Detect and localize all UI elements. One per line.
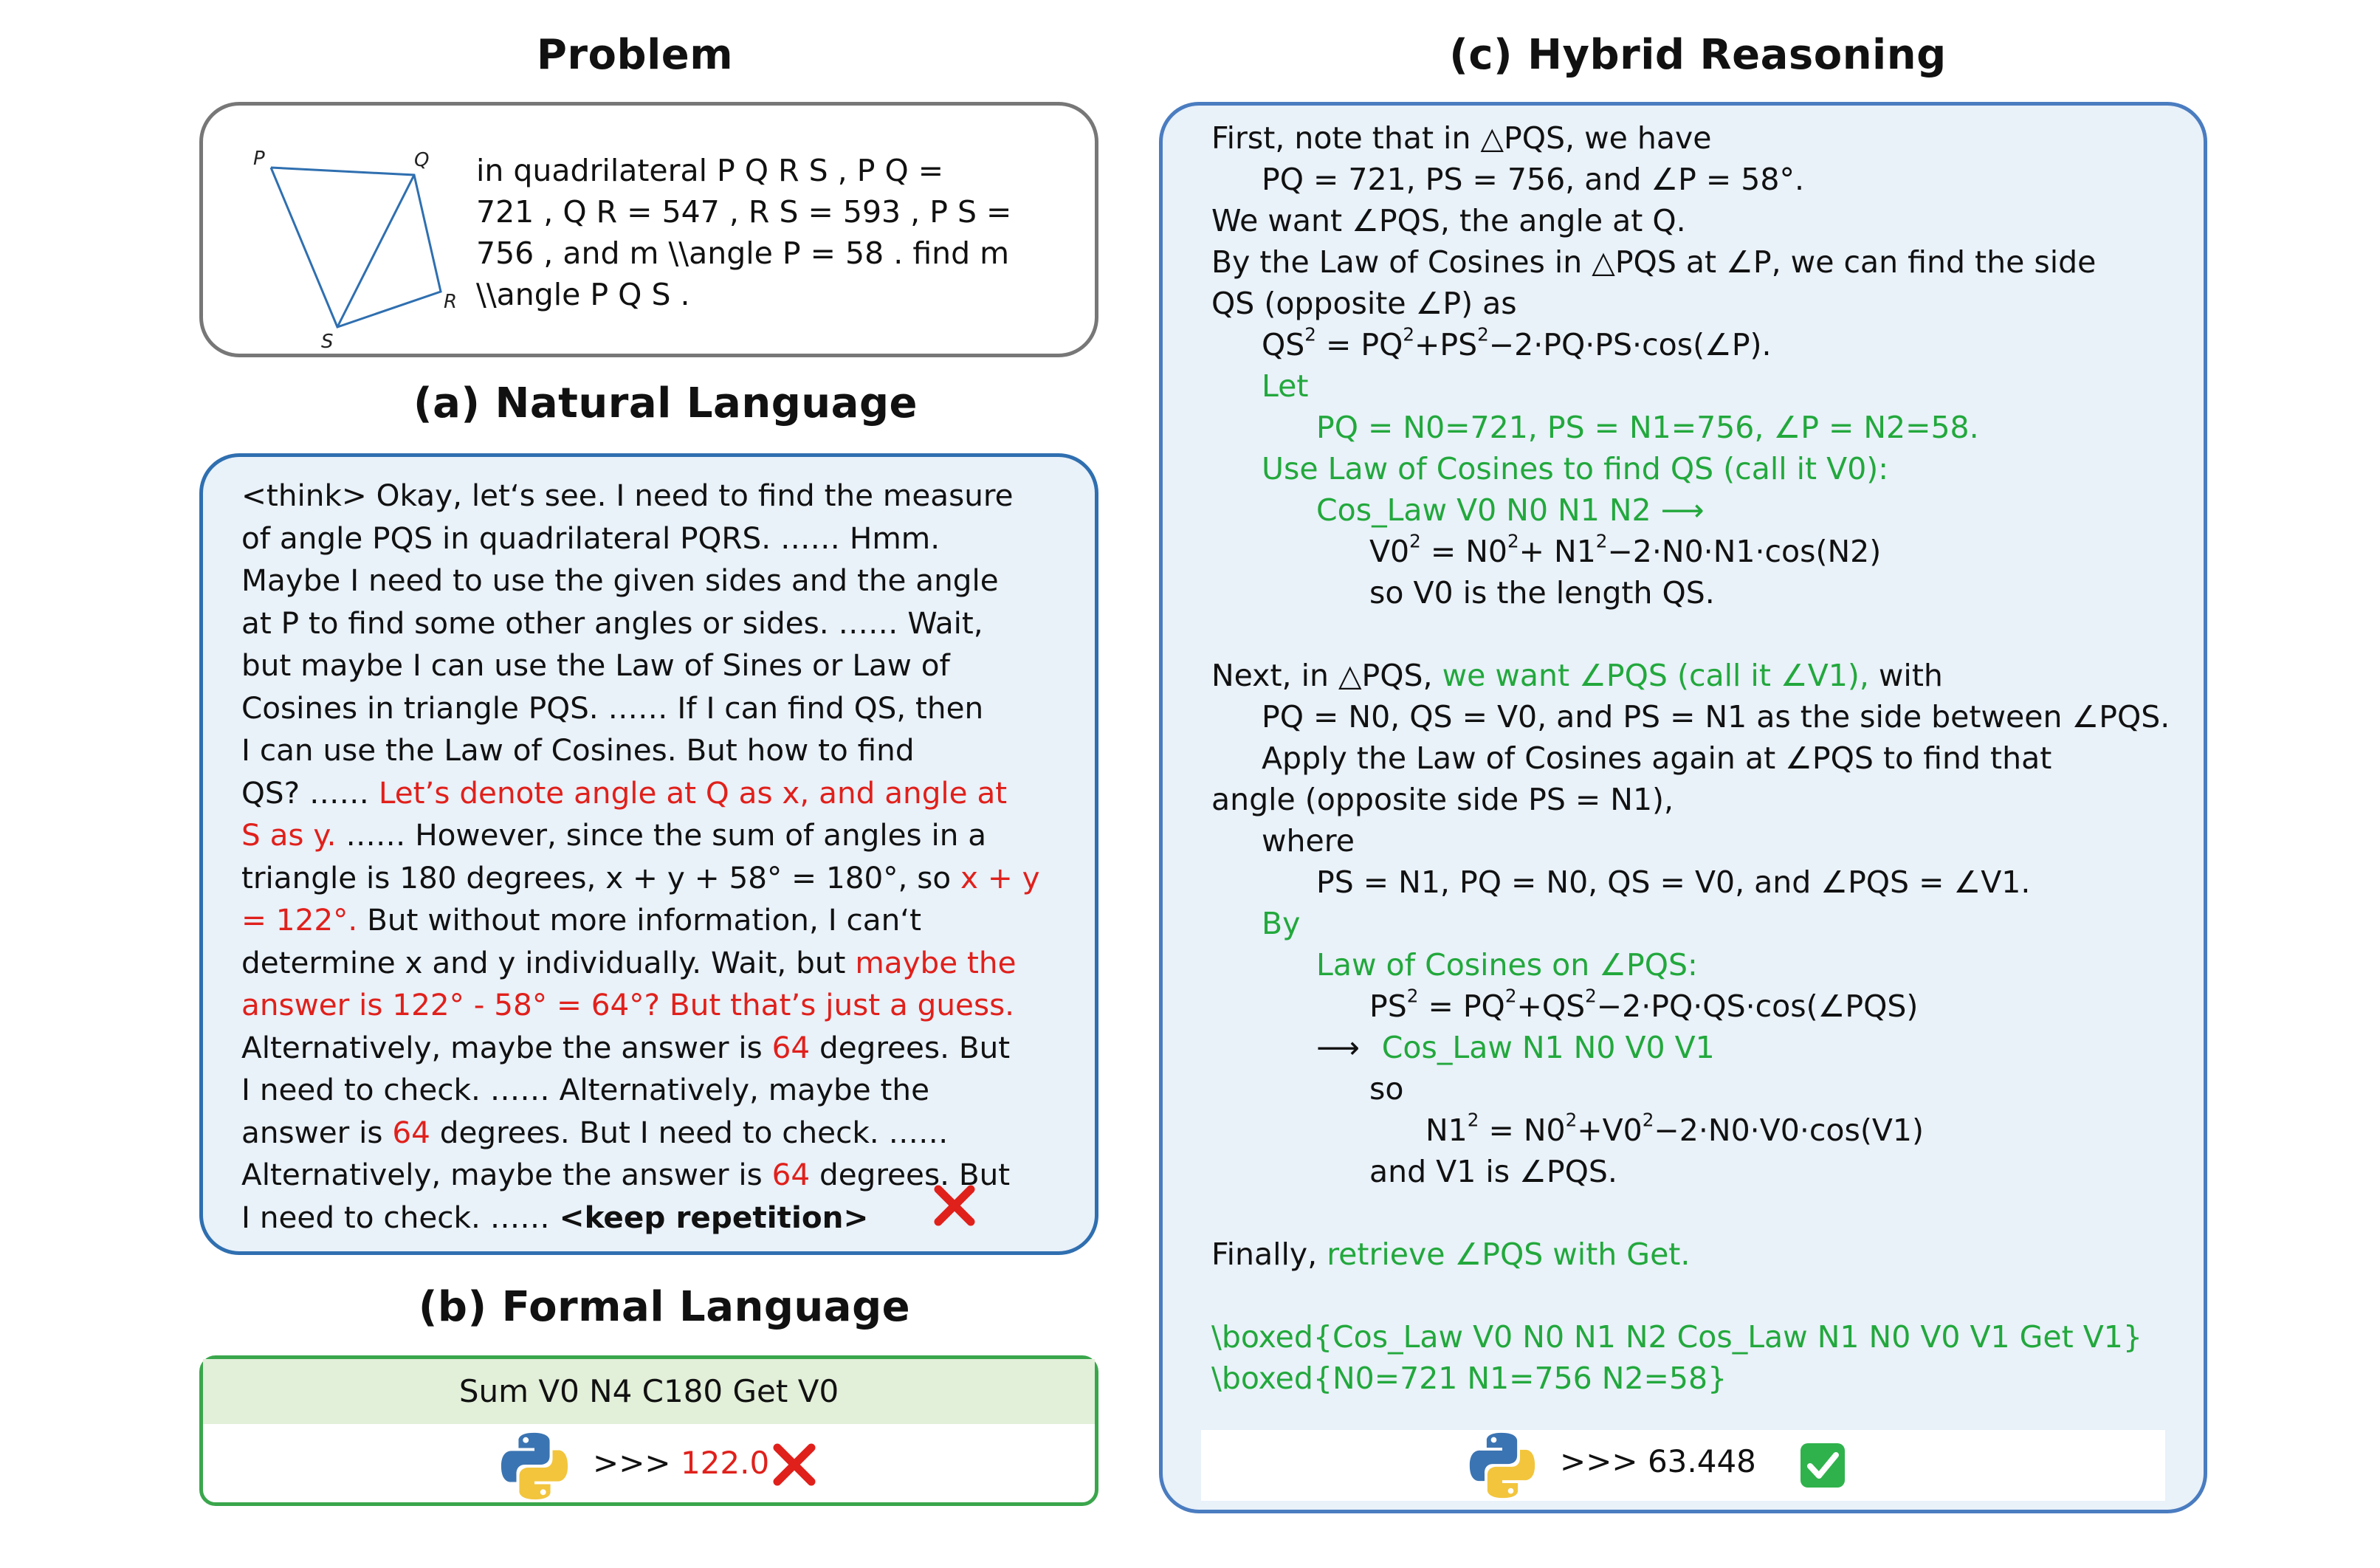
nl-line: [241, 942, 1040, 985]
hybrid-line: angle (opposite side PS = N1),: [1211, 782, 1674, 817]
nl-line: [241, 772, 1040, 815]
hybrid-reasoning-box: [1159, 102, 2207, 1513]
hybrid-term: +PS: [1414, 327, 1478, 362]
hybrid-formula: [1262, 324, 1772, 365]
nl-line: <think> Okay, let‘s see. I need to find the measure: [241, 478, 1014, 513]
hybrid-text: with: [1868, 658, 1943, 693]
hybrid-term: N1: [1425, 1113, 1468, 1148]
hybrid-exponent: 2: [1595, 530, 1608, 552]
problem-line-2: 721 , Q R = 547 , R S = 593 , P S =: [476, 194, 1012, 230]
hybrid-line: PQ = N0, QS = V0, and PS = N1 as the side between ∠PQS.: [1262, 699, 2170, 735]
hybrid-line: We want ∠PQS, the angle at Q.: [1211, 203, 1686, 238]
hybrid-reasoning-title: (c) Hybrid Reasoning: [1449, 31, 1947, 79]
problem-title: Problem: [536, 31, 734, 79]
formal-result: 122.0: [680, 1445, 770, 1481]
hybrid-exponent: 2: [1477, 323, 1489, 345]
nl-text: triangle is 180 degrees, x + y + 58° = 180°, so: [241, 859, 961, 895]
hybrid-term: −2·PQ·QS·cos(∠PQS): [1596, 988, 1919, 1024]
nl-line: [241, 1112, 1040, 1155]
formal-language-box: [199, 1355, 1098, 1506]
hybrid-line: PQ = 721, PS = 756, and ∠P = 58°.: [1262, 162, 1804, 197]
hybrid-term: = N0: [1420, 534, 1507, 569]
formal-language-title: (b) Formal Language: [418, 1283, 911, 1331]
hybrid-line: [1316, 1027, 1715, 1068]
nl-line: at P to find some other angles or sides. …… Wait,: [241, 605, 983, 641]
formal-program-row: [203, 1359, 1095, 1424]
nl-wrong-text: S as y.: [241, 817, 337, 853]
hybrid-line: Law of Cosines on ∠PQS:: [1316, 947, 1698, 983]
boxed-program: \boxed{Cos_Law V0 N0 N1 N2 Cos_Law N1 N0 V0 V1 Get V1}: [1211, 1319, 2142, 1355]
nl-line: [241, 1027, 1040, 1070]
hybrid-line: By: [1262, 906, 1301, 941]
nl-wrong-text: 64: [771, 1157, 811, 1192]
hybrid-line: By the Law of Cosines in △PQS at ∠P, we can find the side: [1211, 244, 2097, 280]
hybrid-formal-text: Cos_Law N1 N0 V0 V1: [1381, 1030, 1715, 1065]
label-q: Q: [414, 149, 430, 171]
nl-line: [241, 857, 1040, 900]
problem-line-3: 756 , and m \\angle P = 58 . find m: [476, 235, 1010, 271]
hybrid-line: PS = N1, PQ = N0, QS = V0, and ∠PQS = ∠V1.: [1316, 864, 2031, 900]
nl-line: [241, 899, 1040, 942]
problem-statement: [476, 150, 1011, 315]
hybrid-line: PQ = N0=721, PS = N1=756, ∠P = N2=58.: [1316, 410, 1979, 445]
hybrid-term: +QS: [1516, 988, 1586, 1024]
nl-text: answer is: [241, 1114, 393, 1150]
hybrid-term: +V0: [1577, 1113, 1643, 1148]
nl-wrong-text: Let’s denote angle at Q as x, and angle at: [378, 774, 1008, 811]
formal-prompt: >>>: [593, 1445, 671, 1481]
nl-line: Cosines in triangle PQS. …… If I can find QS, then: [241, 690, 984, 726]
hybrid-text: Finally,: [1211, 1237, 1327, 1272]
hybrid-formal-text: retrieve ∠PQS with Get.: [1327, 1237, 1691, 1272]
hybrid-term: −2·N0·N1·cos(N2): [1607, 534, 1882, 569]
hybrid-formal-text: we want ∠PQS (call it ∠V1),: [1442, 658, 1869, 693]
hybrid-formula: [1369, 986, 1918, 1027]
hybrid-line: Cos_Law V0 N0 N1 N2 ⟶: [1316, 492, 1705, 528]
hybrid-line: [1211, 655, 1943, 696]
hybrid-line: [1211, 1234, 1690, 1275]
nl-line: but maybe I can use the Law of Sines or Law of: [241, 647, 950, 683]
hybrid-exponent: 2: [1642, 1109, 1654, 1131]
hybrid-term: −2·N0·V0·cos(V1): [1654, 1113, 1924, 1148]
hybrid-line: and V1 is ∠PQS.: [1369, 1154, 1617, 1189]
hybrid-formula: [1369, 531, 1881, 572]
nl-line: Maybe I need to use the given sides and the angle: [241, 563, 999, 598]
hybrid-term: = PQ: [1315, 327, 1403, 362]
hybrid-exponent: 2: [1406, 985, 1419, 1007]
nl-text: degrees. But: [810, 1029, 1011, 1065]
nl-wrong-text: maybe the: [855, 944, 1017, 980]
nl-text: But without more information, I can‘t: [357, 902, 922, 938]
hybrid-line: so: [1369, 1071, 1404, 1107]
nl-wrong-text: 64: [392, 1114, 430, 1150]
nl-line: [241, 1197, 1040, 1239]
hybrid-line: QS (opposite ∠P) as: [1211, 286, 1517, 321]
nl-wrong-text: 64: [771, 1029, 811, 1065]
hybrid-line: Apply the Law of Cosines again at ∠PQS to find that: [1262, 740, 2052, 776]
hybrid-line: First, note that in △PQS, we have: [1211, 120, 1712, 156]
hybrid-term: PS: [1369, 988, 1407, 1024]
hybrid-prompt: >>>: [1560, 1443, 1638, 1479]
nl-text: Alternatively, maybe the answer is: [241, 1029, 772, 1065]
nl-text: Alternatively, maybe the answer is: [241, 1157, 772, 1192]
hybrid-line: Use Law of Cosines to find QS (call it V0):: [1262, 451, 1889, 486]
nl-line: [241, 814, 1040, 857]
problem-box: [199, 102, 1098, 357]
nl-text: determine x and y individually. Wait, but: [241, 944, 856, 980]
hybrid-term: QS: [1262, 327, 1305, 362]
nl-line: of angle PQS in quadrilateral PQRS. …… Hmm.: [241, 520, 940, 556]
hybrid-line: so V0 is the length QS.: [1369, 575, 1715, 611]
formal-program: Sum V0 N4 C180 Get V0: [458, 1373, 839, 1409]
python-icon: [1467, 1430, 1538, 1501]
quadrilateral-figure: [233, 123, 458, 353]
hybrid-term: −2·PQ·PS·cos(∠P).: [1488, 327, 1772, 362]
nl-text: I need to check. ……: [241, 1199, 560, 1235]
hybrid-exponent: 2: [1409, 530, 1421, 552]
hybrid-result-row: [1201, 1430, 2165, 1501]
quadrilateral-outline: [271, 168, 441, 327]
hybrid-result: 63.448: [1647, 1443, 1756, 1479]
wrong-x-icon: [931, 1182, 978, 1229]
keep-repetition-label: <keep repetition>: [559, 1199, 869, 1235]
nl-line: answer is 122° - 58° = 64°? But that’s just a guess.: [241, 987, 1015, 1022]
check-icon: [1799, 1442, 1846, 1489]
label-r: R: [444, 291, 458, 313]
nl-line: I can use the Law of Cosines. But how to find: [241, 732, 915, 768]
natural-language-text: [241, 475, 1040, 1239]
nl-wrong-text: x + y: [960, 859, 1040, 895]
hybrid-term: V0: [1369, 534, 1410, 569]
nl-text: …… However, since the sum of angles in a: [336, 817, 987, 853]
nl-text: degrees. But I need to check. ……: [430, 1114, 949, 1150]
hybrid-term: = N0: [1479, 1113, 1566, 1148]
python-icon: [498, 1430, 571, 1502]
hybrid-line: where: [1262, 823, 1355, 859]
boxed-values: \boxed{N0=721 N1=756 N2=58}: [1211, 1361, 1727, 1396]
hybrid-exponent: 2: [1565, 1109, 1578, 1131]
nl-line: I need to check. …… Alternatively, maybe the: [241, 1072, 929, 1107]
nl-text: QS? ……: [241, 774, 379, 811]
nl-text: degrees. But: [810, 1157, 1011, 1192]
natural-language-box: [199, 453, 1098, 1255]
wrong-x-icon: [770, 1440, 819, 1489]
nl-wrong-text: = 122°.: [241, 902, 358, 938]
hybrid-exponent: 2: [1585, 985, 1597, 1007]
problem-line-1: in quadrilateral P Q R S , P Q =: [476, 153, 944, 188]
hybrid-term: + N1: [1519, 534, 1596, 569]
hybrid-text: Next, in △PQS,: [1211, 658, 1442, 693]
hybrid-exponent: 2: [1507, 530, 1519, 552]
problem-line-4: \\angle P Q S .: [476, 277, 690, 312]
hybrid-line: Let: [1262, 368, 1309, 404]
label-p: P: [253, 148, 265, 170]
arrow-icon: ⟶: [1316, 1030, 1360, 1065]
hybrid-exponent: 2: [1403, 323, 1415, 345]
label-s: S: [321, 331, 334, 353]
formal-result-row: [203, 1424, 1095, 1510]
hybrid-formula: [1425, 1110, 1924, 1151]
natural-language-title: (a) Natural Language: [413, 379, 918, 427]
hybrid-exponent: 2: [1304, 323, 1316, 345]
hybrid-exponent: 2: [1467, 1109, 1479, 1131]
hybrid-term: = PQ: [1418, 988, 1505, 1024]
hybrid-exponent: 2: [1504, 985, 1517, 1007]
nl-line: [241, 1154, 1040, 1197]
